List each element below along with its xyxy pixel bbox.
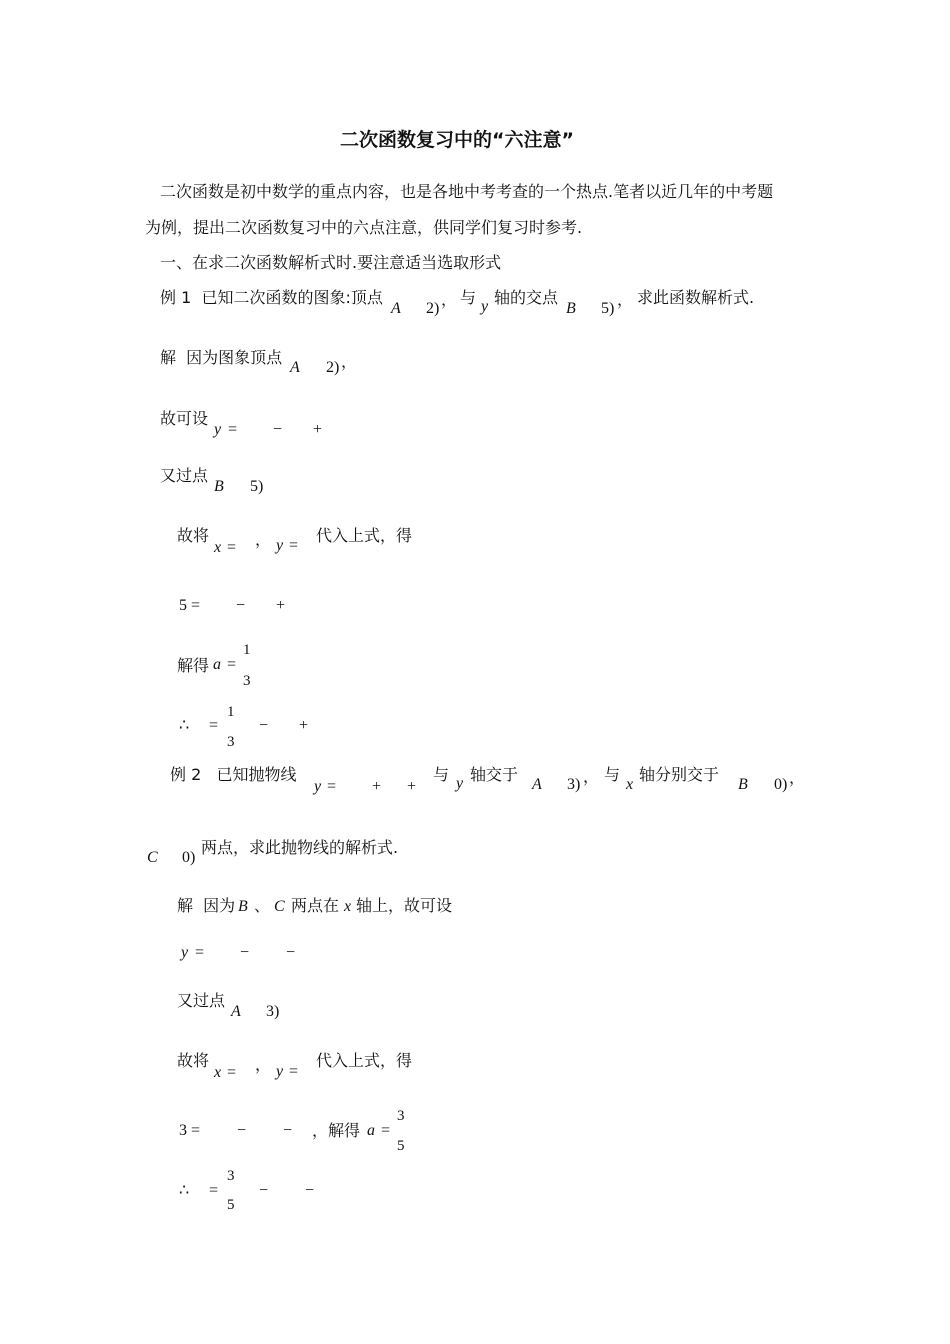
ex1-point-a: A	[391, 300, 401, 317]
ex2-therefore-icon: ∴	[179, 1182, 190, 1199]
ex1-through-label: 又过点	[160, 466, 209, 485]
ex2-comma-2: ，	[789, 768, 806, 787]
ex2-final-denominator: 5	[227, 1197, 235, 1213]
ex2-point-a-coord: 3)	[567, 776, 581, 793]
ex1-sub-x: x	[214, 539, 222, 556]
ex2-assume-y: y	[181, 944, 189, 961]
ex1-sub-tail: 代入上式，得	[316, 526, 413, 545]
ex1-a-numerator: 1	[243, 642, 251, 658]
ex1-point-b-coord: 5)	[601, 300, 615, 317]
ex2-through-coord: 3)	[266, 1003, 280, 1020]
ex1-solution-comma: ，	[341, 352, 358, 371]
ex1-axis-intersection: 轴的交点	[494, 288, 559, 307]
ex1-a-equals: =	[227, 656, 237, 673]
ex2-point-c: C	[147, 849, 158, 866]
ex2-final-minus-2: −	[305, 1182, 315, 1199]
ex2-solution-separator: 、	[254, 896, 271, 915]
ex2-equals: =	[327, 778, 337, 795]
ex2-final-minus-1: −	[259, 1182, 269, 1199]
ex2-equation-minus-1: −	[237, 1122, 247, 1139]
section-heading-1: 一、在求二次函数解析式时.要注意适当选取形式	[160, 253, 502, 272]
ex2-sub-comma: ，	[255, 1055, 272, 1074]
ex2-axis-split: 轴分别交于	[639, 765, 720, 784]
ex1-final-equals: =	[209, 717, 219, 734]
page-title: 二次函数复习中的“六注意”	[340, 129, 574, 151]
ex2-equation-minus-2: −	[283, 1122, 293, 1139]
ex1-point-a-coord: 2)	[426, 300, 440, 317]
ex2-plus-2: +	[407, 778, 417, 795]
ex2-assume-minus-1: −	[240, 944, 250, 961]
ex2-point-c-coord: 0)	[182, 849, 196, 866]
ex2-sub-x: x	[214, 1064, 222, 1081]
ex2-solution-point-c: C	[274, 898, 285, 915]
ex1-a-symbol: a	[213, 656, 221, 673]
ex2-point-b: B	[738, 776, 748, 793]
ex2-sub-tail: 代入上式，得	[316, 1051, 413, 1070]
ex1-question-lead: 例 1 已知二次函数的图象:顶点	[160, 288, 383, 307]
ex1-sub-comma: ，	[255, 530, 272, 549]
ex1-equation-five: 5 =	[179, 597, 201, 614]
ex1-through-point-b: B	[214, 478, 224, 495]
ex2-question-lead: 例 2 已知抛物线	[170, 765, 297, 784]
ex1-a-denominator: 3	[243, 673, 251, 689]
ex1-assume-plus: +	[313, 421, 323, 438]
ex2-through-label: 又过点	[177, 991, 226, 1010]
ex2-final-numerator: 3	[227, 1168, 235, 1184]
ex1-substitute-lead: 故将	[177, 526, 210, 545]
ex1-therefore-icon: ∴	[179, 717, 190, 734]
ex1-sub-x-equals: =	[227, 539, 237, 556]
intro-line-1: 二次函数是初中数学的重点内容，也是各地中考考查的一个热点.笔者以近几年的中考题	[160, 182, 774, 201]
ex2-x-symbol: x	[626, 776, 634, 793]
ex1-solution-point-a: A	[290, 359, 300, 376]
ex2-y-symbol: y	[314, 778, 322, 795]
ex2-solution-tail: 轴上，故可设	[356, 896, 453, 915]
ex2-point-b-coord: 0)	[774, 776, 788, 793]
ex2-assume-minus-2: −	[286, 944, 296, 961]
ex1-comma-1: ，	[441, 290, 458, 309]
ex2-point-a: A	[532, 776, 542, 793]
ex2-with: 与	[433, 765, 450, 784]
ex2-sub-y-equals: =	[289, 1063, 299, 1080]
ex1-assume-equals: =	[228, 421, 238, 438]
ex2-a-equals: =	[381, 1122, 391, 1139]
intro-line-2: 为例，提出二次函数复习中的六点注意，供同学们复习时参考.	[145, 218, 583, 237]
ex2-y-axis-symbol: y	[456, 775, 464, 792]
ex2-axis-cross: 轴交于	[470, 765, 519, 784]
ex2-plus-1: +	[372, 778, 382, 795]
ex2-solve-a-label: ，解得	[312, 1121, 361, 1140]
ex1-final-plus: +	[299, 717, 309, 734]
ex2-final-equals: =	[209, 1182, 219, 1199]
ex1-with: 与	[460, 288, 477, 307]
ex1-sub-y-equals: =	[289, 537, 299, 554]
ex2-solution-lead: 解 因为	[177, 896, 236, 915]
ex2-with-2: 与	[604, 765, 621, 784]
ex1-through-coord: 5)	[250, 478, 264, 495]
ex2-sub-y: y	[276, 1063, 284, 1080]
ex2-substitute-lead: 故将	[177, 1051, 210, 1070]
ex2-two-points: 两点，求此抛物线的解析式.	[201, 838, 399, 857]
ex1-solution-point-a-coord: 2)	[326, 359, 340, 376]
ex1-solve-a-label: 解得	[177, 656, 210, 675]
ex2-sub-x-equals: =	[227, 1064, 237, 1081]
ex1-final-numerator: 1	[227, 704, 235, 720]
ex2-through-point-a: A	[231, 1003, 241, 1020]
ex2-assume-equals: =	[195, 944, 205, 961]
ex2-solution-point-b: B	[238, 898, 248, 915]
ex2-comma-1: ，	[583, 767, 600, 786]
ex1-equation-plus: +	[276, 597, 286, 614]
ex1-y-symbol: y	[481, 298, 489, 315]
ex1-ask: 求此函数解析式.	[637, 288, 755, 307]
ex1-final-minus: −	[259, 717, 269, 734]
ex1-sub-y: y	[276, 537, 284, 554]
ex1-assume-minus: −	[273, 421, 283, 438]
ex1-solution-lead: 解 因为图象顶点	[160, 348, 283, 367]
ex2-a-symbol: a	[367, 1122, 375, 1139]
ex2-a-denominator: 5	[397, 1138, 405, 1154]
ex2-solution-x: x	[344, 898, 352, 915]
ex1-assume-y: y	[214, 421, 222, 438]
ex1-comma-2: ，	[617, 290, 634, 309]
ex1-final-denominator: 3	[227, 734, 235, 750]
ex1-assume-label: 故可设	[160, 409, 209, 428]
ex1-equation-minus: −	[236, 597, 246, 614]
ex2-equation-three: 3 =	[179, 1122, 201, 1139]
ex1-point-b: B	[566, 300, 576, 317]
ex2-solution-mid: 两点在	[291, 896, 340, 915]
ex2-a-numerator: 3	[397, 1108, 405, 1124]
